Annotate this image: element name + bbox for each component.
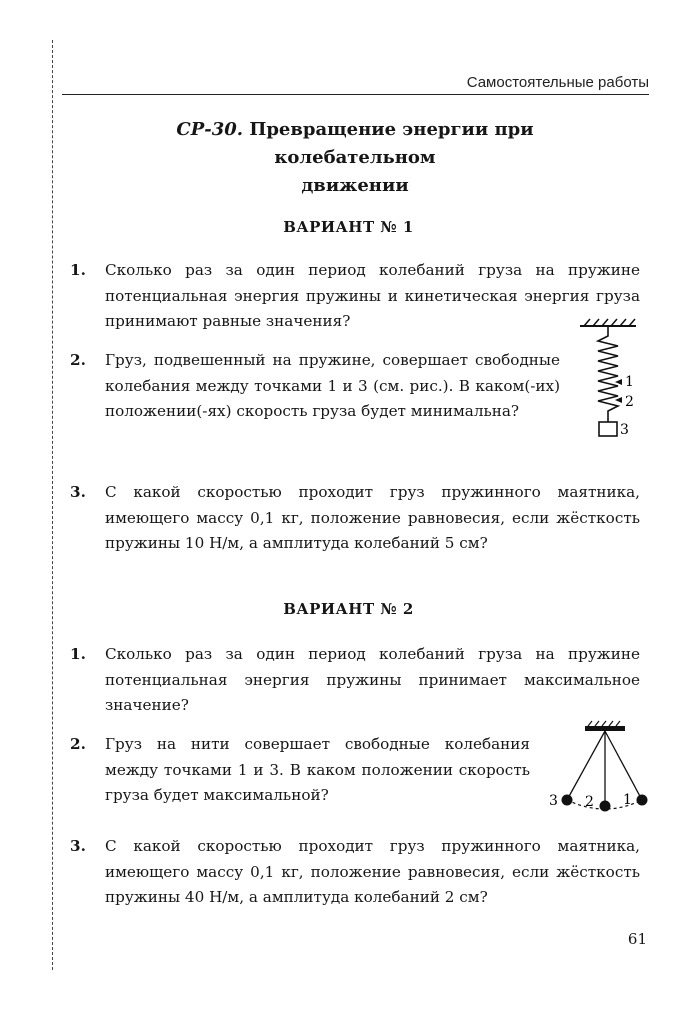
task-text: С какой скоростью проходит груз пружинного маятника, имеющего массу 0,1 кг, положение равновесия, если жёсткость пружины 40 Н/м, а амплитуда колебаний 2 см? (105, 837, 640, 907)
suspension-bar (585, 726, 625, 731)
variant-2-heading: ВАРИАНТ № 2 (283, 600, 414, 618)
pendulum-label-3: 3 (549, 793, 558, 809)
spring-pendulum-figure (574, 318, 644, 443)
task-number: 2. (70, 351, 86, 369)
spring-label-1: 1 (625, 374, 634, 390)
page-title (100, 116, 610, 200)
bob-position-2 (600, 801, 611, 812)
task-number: 2. (70, 735, 86, 753)
spring-label-2: 2 (625, 394, 634, 410)
spring-label-3: 3 (620, 422, 629, 438)
task-text: Сколько раз за один период колебаний груза на пружине потенциальная энергия пружины принимает максимальное значение? (105, 645, 640, 715)
suspension-hatch (588, 721, 620, 726)
title-line-2: движении (301, 175, 409, 196)
task-text: С какой скоростью проходит груз пружинного маятника, имеющего массу 0,1 кг, положение равновесия, если жёсткость пружины 10 Н/м, а амплитуда колебаний 5 см? (105, 483, 640, 553)
position-2-arrow-icon (615, 397, 622, 403)
variant-1-heading: ВАРИАНТ № 1 (283, 218, 414, 236)
task-number: 3. (70, 483, 86, 501)
title-line-1: Превращение энергии при колебательном (249, 119, 534, 168)
thread-right (605, 731, 642, 800)
pendulum-label-2: 2 (585, 794, 594, 810)
ceiling-hatch (584, 319, 635, 326)
header-rule (62, 94, 649, 95)
position-1-arrow-icon (615, 379, 622, 385)
task-text: Груз на нити совершает свободные колебания между точками 1 и 3. В каком положении скорость груза будет максимальной? (105, 735, 530, 805)
task-text: Груз, подвешенный на пружине, совершает свободные колебания между точками 1 и 3 (см. рис.). В каком(-их) положении(-ях) скорость груза будет минимальна? (105, 351, 560, 421)
title-code: СР-30. (176, 119, 244, 140)
task-number: 3. (70, 837, 86, 855)
spring-weight (599, 422, 617, 436)
task-number: 1. (70, 645, 86, 663)
thread-left (567, 731, 605, 800)
pendulum-label-1: 1 (623, 792, 632, 808)
spring-coil (598, 326, 618, 422)
page-number: 61 (627, 930, 647, 948)
task-number: 1. (70, 261, 86, 279)
task-text: Сколько раз за один период колебаний груза на пружине потенциальная энергия пружины и кинетическая энергия груза принимают равные значения? (105, 261, 640, 331)
bob-position-3 (562, 795, 573, 806)
running-header: Самостоятельные работы (466, 74, 649, 91)
binding-margin-line (52, 40, 53, 970)
thread-pendulum-figure (545, 720, 657, 820)
bob-position-1 (637, 795, 648, 806)
